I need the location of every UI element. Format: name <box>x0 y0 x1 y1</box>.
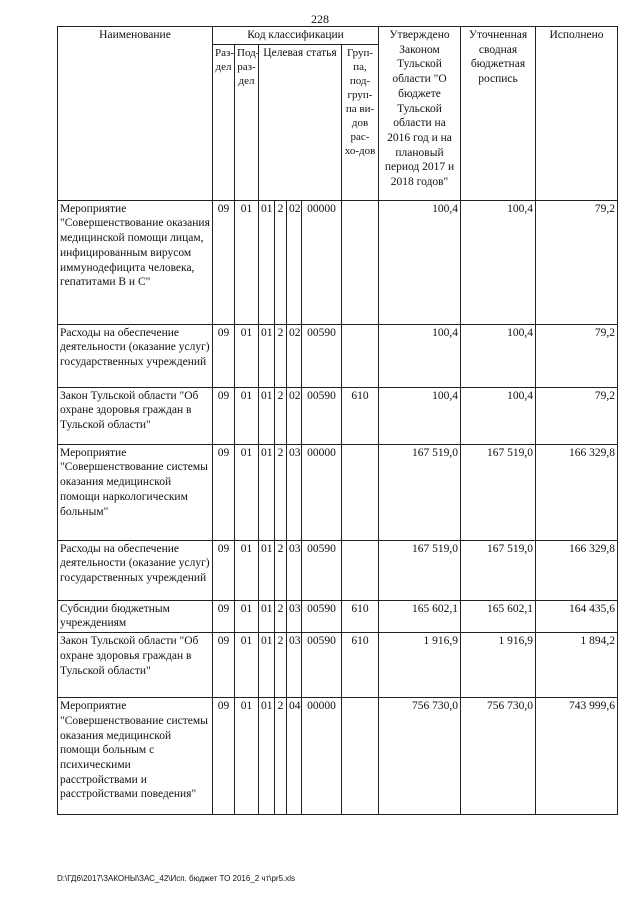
cell-pr: 01 <box>235 387 259 444</box>
cell-name: Мероприятие "Совершенствование системы оказания медицинской помощи наркологическим больным" <box>58 444 213 540</box>
table-row <box>58 633 618 698</box>
table-row <box>58 600 618 632</box>
cell-approved: 100,4 <box>379 200 461 324</box>
cell-executed: 166 329,8 <box>536 540 618 600</box>
cell-cs1: 01 <box>259 698 275 815</box>
cell-cs4: 00000 <box>302 698 342 815</box>
cell-pr: 01 <box>235 200 259 324</box>
cell-vr <box>342 200 379 324</box>
cell-cs1: 01 <box>259 200 275 324</box>
cell-pr: 01 <box>235 324 259 387</box>
cell-name: Мероприятие "Совершенствование оказания медицинской помощи лицам, инфицированным вирусом иммунодефицита человека, гепатитами В и С" <box>58 200 213 324</box>
cell-cs1: 01 <box>259 324 275 387</box>
cell-executed: 1 894,2 <box>536 633 618 698</box>
cell-executed: 743 999,6 <box>536 698 618 815</box>
cell-refined: 167 519,0 <box>461 540 536 600</box>
cell-cs2: 2 <box>275 600 287 632</box>
cell-pr: 01 <box>235 540 259 600</box>
cell-cs4: 00590 <box>302 633 342 698</box>
cell-cs4: 00590 <box>302 600 342 632</box>
cell-cs1: 01 <box>259 633 275 698</box>
cell-approved: 1 916,9 <box>379 633 461 698</box>
cell-approved: 165 602,1 <box>379 600 461 632</box>
cell-rz: 09 <box>213 387 235 444</box>
cell-cs4: 00590 <box>302 387 342 444</box>
cell-rz: 09 <box>213 200 235 324</box>
cell-cs3: 02 <box>287 200 302 324</box>
cell-pr: 01 <box>235 698 259 815</box>
cell-pr: 01 <box>235 600 259 632</box>
cell-cs2: 2 <box>275 444 287 540</box>
cell-approved: 100,4 <box>379 387 461 444</box>
cell-vr: 610 <box>342 600 379 632</box>
header-approved: Утверждено Законом Тульской области "О бюджете Тульской области на 2016 год и на плановый период 2017 и 2018 годов" <box>379 27 461 201</box>
cell-cs3: 03 <box>287 540 302 600</box>
header-subsection: Под-раз-дел <box>235 44 259 200</box>
table-row <box>58 698 618 815</box>
cell-pr: 01 <box>235 444 259 540</box>
cell-rz: 09 <box>213 633 235 698</box>
header-code-group: Код классификации <box>213 27 379 45</box>
table-row <box>58 324 618 387</box>
cell-cs4: 00590 <box>302 540 342 600</box>
cell-cs3: 03 <box>287 444 302 540</box>
header-executed: Исполнено <box>536 27 618 201</box>
cell-cs3: 02 <box>287 324 302 387</box>
header-exp-group: Груп-па, под-груп-па ви-дов рас-хо-дов <box>342 44 379 200</box>
cell-name: Закон Тульской области "Об охране здоровья граждан в Тульской области" <box>58 633 213 698</box>
table-row <box>58 444 618 540</box>
cell-name: Расходы на обеспечение деятельности (оказание услуг) государственных учреждений <box>58 324 213 387</box>
header-target: Целевая статья <box>259 44 342 200</box>
cell-executed: 79,2 <box>536 324 618 387</box>
table-row <box>58 387 618 444</box>
file-path-footer: D:\ГД6\2017\ЗАКОНЫ\ЗАС_42\Исп. бюджет ТО 2016_2 чт\pr5.xls <box>57 874 296 883</box>
cell-rz: 09 <box>213 600 235 632</box>
cell-cs3: 02 <box>287 387 302 444</box>
cell-rz: 09 <box>213 698 235 815</box>
cell-name: Субсидии бюджетным учреждениям <box>58 600 213 632</box>
cell-refined: 167 519,0 <box>461 444 536 540</box>
cell-cs2: 2 <box>275 387 287 444</box>
cell-cs1: 01 <box>259 540 275 600</box>
cell-cs2: 2 <box>275 540 287 600</box>
cell-cs4: 00000 <box>302 200 342 324</box>
cell-refined: 1 916,9 <box>461 633 536 698</box>
cell-vr <box>342 444 379 540</box>
cell-refined: 100,4 <box>461 387 536 444</box>
cell-vr <box>342 698 379 815</box>
cell-vr <box>342 540 379 600</box>
cell-vr: 610 <box>342 633 379 698</box>
cell-cs2: 2 <box>275 633 287 698</box>
cell-executed: 79,2 <box>536 387 618 444</box>
cell-refined: 165 602,1 <box>461 600 536 632</box>
cell-executed: 166 329,8 <box>536 444 618 540</box>
cell-cs1: 01 <box>259 444 275 540</box>
table-row <box>58 200 618 324</box>
cell-rz: 09 <box>213 444 235 540</box>
cell-cs3: 03 <box>287 633 302 698</box>
cell-rz: 09 <box>213 540 235 600</box>
cell-vr: 610 <box>342 387 379 444</box>
cell-cs2: 2 <box>275 200 287 324</box>
cell-approved: 167 519,0 <box>379 444 461 540</box>
cell-executed: 79,2 <box>536 200 618 324</box>
cell-cs1: 01 <box>259 600 275 632</box>
cell-refined: 756 730,0 <box>461 698 536 815</box>
cell-cs1: 01 <box>259 387 275 444</box>
cell-cs2: 2 <box>275 324 287 387</box>
cell-name: Расходы на обеспечение деятельности (оказание услуг) государственных учреждений <box>58 540 213 600</box>
cell-approved: 167 519,0 <box>379 540 461 600</box>
page-number: 228 <box>311 12 329 26</box>
cell-cs4: 00000 <box>302 444 342 540</box>
cell-cs3: 03 <box>287 600 302 632</box>
budget-table <box>57 26 618 815</box>
cell-refined: 100,4 <box>461 200 536 324</box>
header-section: Раз-дел <box>213 44 235 200</box>
cell-approved: 756 730,0 <box>379 698 461 815</box>
cell-cs3: 04 <box>287 698 302 815</box>
header-refined: Уточненная сводная бюджетная роспись <box>461 27 536 201</box>
cell-approved: 100,4 <box>379 324 461 387</box>
header-name: Наименование <box>58 27 213 201</box>
cell-refined: 100,4 <box>461 324 536 387</box>
table-row <box>58 540 618 600</box>
cell-pr: 01 <box>235 633 259 698</box>
cell-cs4: 00590 <box>302 324 342 387</box>
cell-vr <box>342 324 379 387</box>
cell-cs2: 2 <box>275 698 287 815</box>
cell-rz: 09 <box>213 324 235 387</box>
cell-name: Мероприятие "Совершенствование системы оказания медицинской помощи больным с психическими расстройствами и расстройствами поведения" <box>58 698 213 815</box>
cell-name: Закон Тульской области "Об охране здоровья граждан в Тульской области" <box>58 387 213 444</box>
cell-executed: 164 435,6 <box>536 600 618 632</box>
